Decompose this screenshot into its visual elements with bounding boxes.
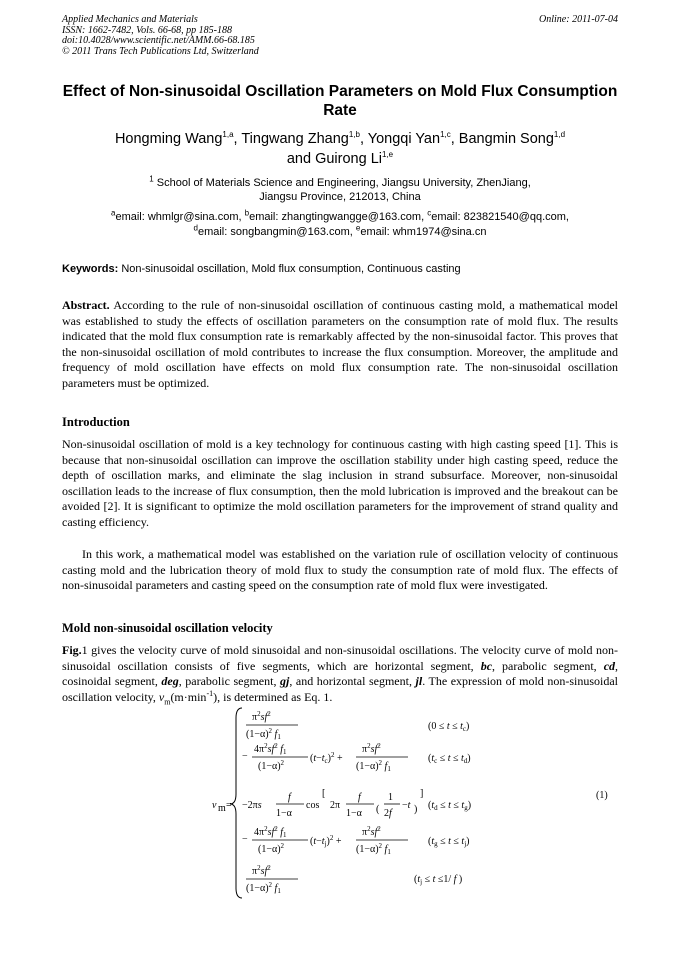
email-sup: b (244, 208, 250, 218)
paragraph-text: , and horizontal segment, (289, 674, 412, 689)
abstract-text: According to the rule of non-sinusoidal oscillation of continuous casting mold, a mathematical model was established to study the effects of oscillation parameters on the consumption rate of mold flux. The results indicated that the mold flux consumption rate is remarkably affected by the non-sinusoidal factor. This proves that the non-sinusoidal oscillation of mold contributes to increase the flux consumption. Moreover, the amplitude and frequency of mold oscillation have effects on mold flux consumption rate. The non-sinusoidal oscillation parameters must be optimized. (62, 298, 618, 390)
eq-row2-mid: $(t-t_c)^2$ + (310, 751, 343, 765)
equation-lhs-sub: m (218, 803, 226, 814)
eq-row4-mid: $(t-t_j)^2$ + (310, 834, 342, 848)
copyright-line: © 2011 Trans Tech Publications Ltd, Switzerland (62, 45, 259, 57)
equation-1 (200, 704, 620, 904)
eq-cond-2: $(t_c \le t \le t_d)$ (428, 753, 471, 765)
author-conjunction: and (286, 151, 312, 167)
affiliation-sup: 1 (149, 174, 154, 184)
left-brace (230, 708, 242, 898)
author-name: Hongming Wang (114, 131, 223, 147)
email-sup: a (111, 208, 116, 218)
author-affil-sup: 1,a (222, 130, 234, 140)
section-heading-velocity: Mold non-sinusoidal oscillation velocity (62, 621, 273, 635)
eq-row3-f: f (358, 792, 361, 803)
equation-number: (1) (596, 790, 608, 801)
eq-row2-den: $(1-\alpha)^2$ (258, 759, 285, 772)
equation-equals: = (226, 800, 232, 811)
segment-label: cd (603, 658, 616, 673)
keywords-text: Non-sinusoidal oscillation, Mold flux consumption, Continuous casting (121, 263, 461, 275)
paragraph-text: , parabolic segment, (492, 658, 597, 673)
keywords (62, 262, 618, 276)
email-list (62, 210, 618, 240)
author-affil-sup: 1,b (348, 130, 360, 140)
bracket-right: ] (420, 788, 424, 799)
paper-title: Effect of Non-sinusoidal Oscillation Parameters on Mold Flux Consumption Rate (62, 83, 618, 119)
equation-lhs: v (212, 800, 217, 811)
paren-right: ) (414, 804, 418, 815)
author-name: Tingwang Zhang (241, 131, 349, 147)
segment-label: gj (280, 674, 290, 689)
email-address[interactable]: email: zhangtingwangge@163.com, (249, 211, 425, 223)
journal-name: Applied Mechanics and Materials (62, 14, 198, 25)
keywords-label: Keywords: (62, 263, 119, 275)
abstract (62, 298, 618, 391)
segment-label: bc (480, 658, 493, 673)
section-heading-introduction: Introduction (62, 415, 130, 429)
eq-row4-minus: − (242, 834, 248, 845)
velocity-symbol: v (158, 689, 165, 704)
email-sup: e (355, 223, 361, 233)
affiliation (62, 176, 618, 204)
abstract-label: Abstract. (62, 298, 110, 312)
email-address[interactable]: email: 823821540@qq.com, (431, 211, 569, 223)
eq-row2-minus: − (242, 751, 248, 762)
eq-row3-one: 1 (388, 792, 393, 803)
affiliation-line: School of Materials Science and Engineering, Jiangsu University, ZhenJiang, (156, 177, 531, 189)
segment-label: jl (415, 674, 423, 689)
eq-row2-num2: $\pi^2sf^2$ (362, 742, 381, 755)
doi-line: doi:10.4028/www.scientific.net/AMM.66-68.185 (62, 35, 255, 46)
eq-cond-4: $(t_g \le t \le t_j)$ (428, 836, 470, 848)
eq-row2-den2: $(1-\alpha)^2$ $f_1$ (356, 759, 391, 773)
eq-row3-2f: 2f (384, 808, 392, 819)
eq-row3-den2: 1−α (346, 808, 362, 819)
eq-row5-num: $\pi^2sf^2$ (252, 864, 271, 877)
velocity-subscript: m (164, 697, 171, 707)
affiliation-line: Jiangsu Province, 212013, China (259, 191, 421, 203)
paragraph-text: . The expression of mold non-sinusoidal oscillation velocity, (62, 674, 619, 704)
author-name: Yongqi Yan (367, 131, 441, 147)
eq-row3-cos: cos (306, 800, 320, 811)
author-affil-sup: 1,d (553, 130, 566, 140)
issn-line: ISSN: 1662-7482, Vols. 66-68, pp 185-188 (62, 24, 232, 36)
journal-header (62, 15, 618, 57)
eq-row1-den: $(1-\alpha)^2$ $f_1$ (246, 727, 281, 741)
paragraph-text: 1 gives the velocity curve of mold sinusoidal and non-sinusoidal oscillations. The velocity curve of mold non-sinusoidal oscillation consists of five segments, which are horizontal segment, (62, 643, 618, 673)
eq-row3-num: f (288, 792, 291, 803)
eq-row4-num: $4\pi^2sf^2$ $f_1$ (254, 825, 287, 839)
eq-row4-den2: $(1-\alpha)^2$ $f_1$ (356, 842, 391, 856)
segment-label: deg (161, 674, 179, 689)
email-sup: c (427, 208, 432, 218)
author-affil-sup: 1,e (382, 150, 394, 160)
email-address[interactable]: email: whm1974@sina.cn (360, 226, 487, 238)
online-date: Online: 2011-07-04 (539, 14, 618, 25)
eq-row3-lead: −2πs (242, 800, 262, 811)
intro-paragraph-1: Non-sinusoidal oscillation of mold is a key technology for continuous casting with high casting speed [1]. This is because that non-sinusoidal oscillation can improve the oscillation stability under high casting speed, reduce the depth of oscillation marks, and eliminate the slag inclusion in strand subsurface. Moreover, non-sinusoidal oscillation leads to the increase of flux consumption, then the mold lubrication is improved and the breakout can be avoided [2]. It is significant to optimize the mold oscillation parameters for the improvement of strand quality and casting efficiency. (62, 437, 618, 529)
figure-ref: Fig. (62, 643, 82, 657)
bracket-left: [ (322, 788, 326, 799)
eq-row2-num: $4\pi^2sf^2$ $f_1$ (254, 742, 287, 756)
eq-row4-den: $(1-\alpha)^2$ (258, 842, 285, 855)
eq-row3-2pi: 2π (330, 800, 341, 811)
author-name: Bangmin Song (458, 131, 554, 147)
author-affil-sup: 1,c (440, 130, 451, 140)
velocity-paragraph (62, 643, 618, 705)
eq-cond-1: $(0 \le t \le t_c)$ (428, 721, 470, 733)
unit-exponent: -1 (206, 688, 214, 698)
paragraph-text: ), is determined as Eq. 1. (213, 689, 333, 704)
author-list: Hongming Wang$^{1,a}$, Tingwang Zhang$^{1,b}$, Yongqi Yan$^{1,c}$, Bangmin Song$^{1,d}$ and Guirong Li$^{1,e}$ (114, 130, 566, 167)
email-sup: d (193, 223, 198, 233)
eq-row4-num2: $\pi^2sf^2$ (362, 825, 381, 838)
paragraph-text: (m·min (170, 689, 207, 704)
email-address[interactable]: email: songbangmin@163.com, (197, 226, 353, 238)
author-name: Guirong Li (315, 151, 382, 167)
paragraph-text: , cosinoidal segment, (62, 658, 619, 689)
paragraph-text: , parabolic segment, (178, 674, 277, 689)
eq-row1-num: $\pi^2sf^2$ (252, 710, 271, 723)
eq-row3-minus-t: −t (402, 800, 411, 811)
email-address[interactable]: email: whmlgr@sina.com, (115, 211, 242, 223)
eq-row5-den: $(1-\alpha)^2$ $f_1$ (246, 881, 281, 895)
intro-paragraph-2: In this work, a mathematical model was established on the variation rule of oscillation velocity of continuous casting mold and the lubrication theory of mold flux to study the consumption rate of mold flux. The effects of non-sinusoidal parameters and casting speed on the consumption rate of mold flux were investigated. (62, 547, 618, 593)
eq-cond-3: $(t_d \le t \le t_g)$ (428, 800, 472, 812)
paren-left: ( (376, 804, 380, 815)
eq-row3-den: 1−α (276, 808, 292, 819)
eq-cond-5: ($t_j \le t \le 1/$ f ) (414, 874, 463, 886)
